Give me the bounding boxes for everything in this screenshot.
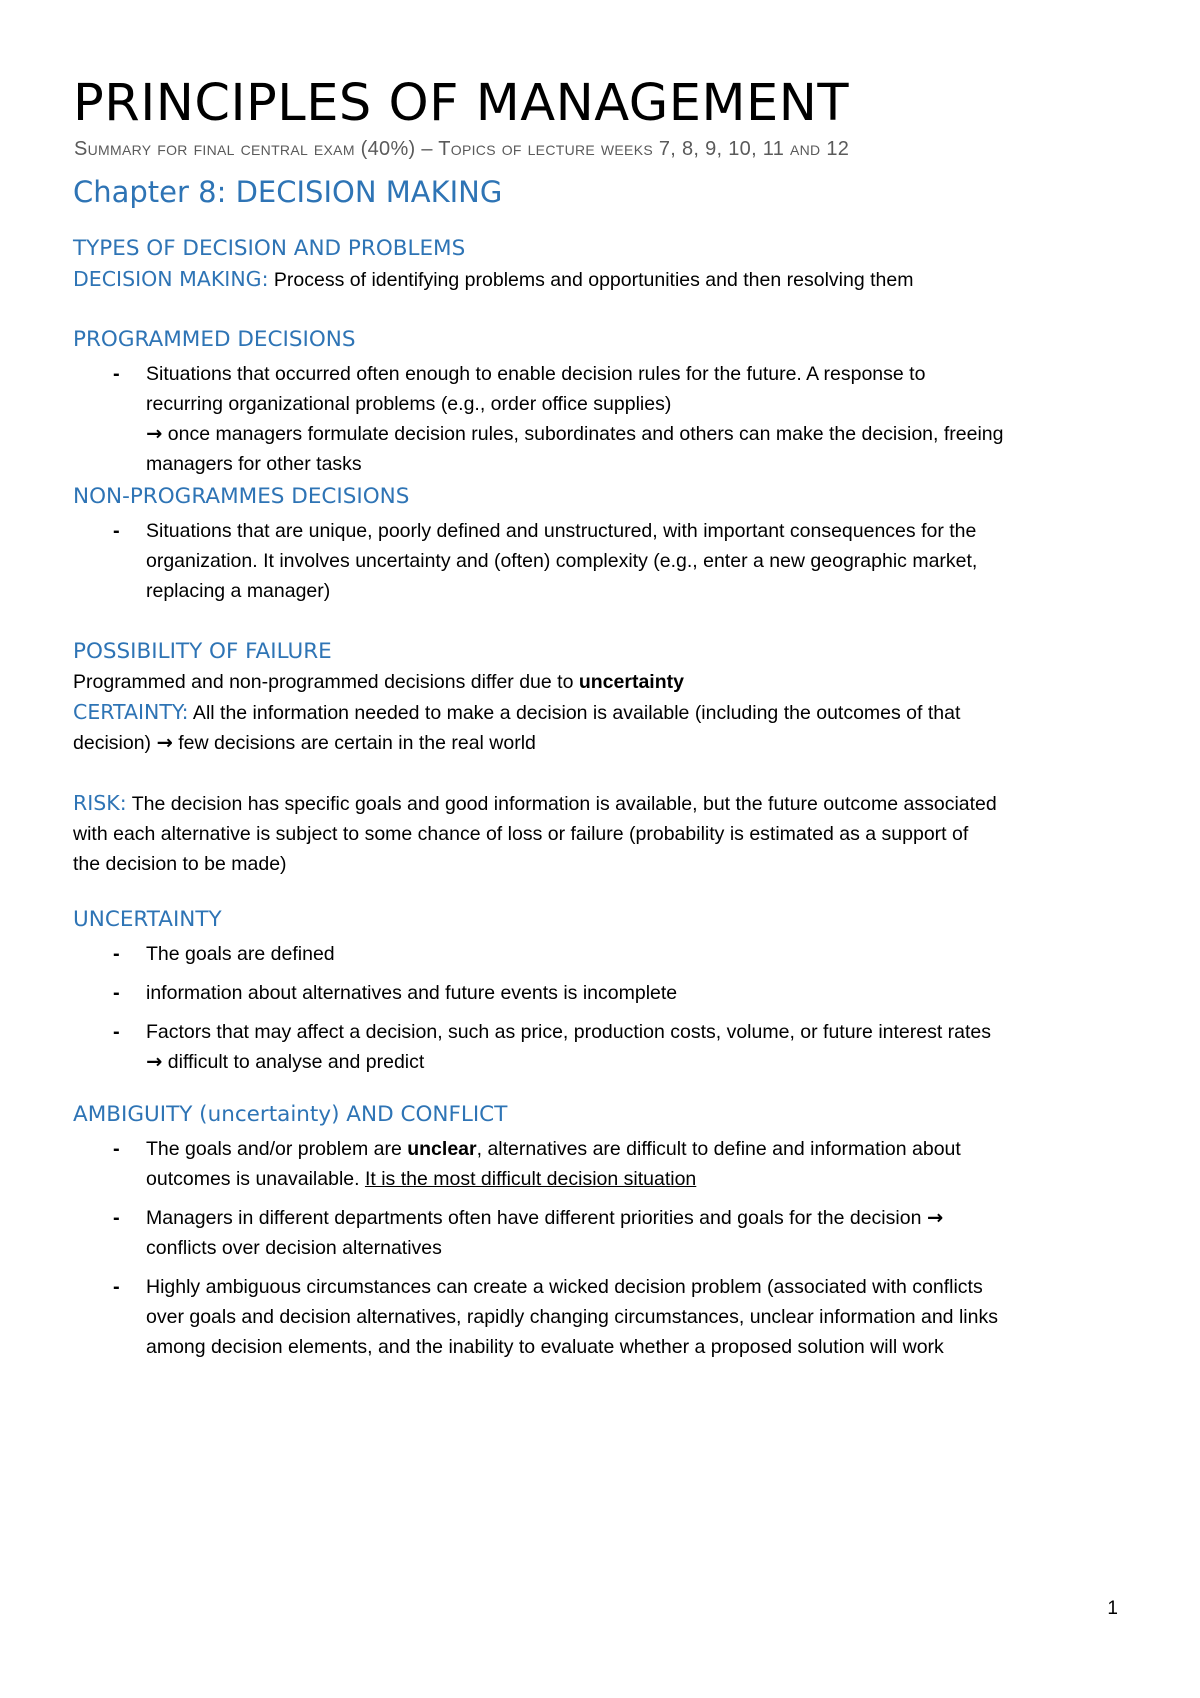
list-item-text: difficult to analyse and predict bbox=[162, 1051, 425, 1073]
list-item-text: Highly ambiguous circumstances can create a wicked decision problem (associated with conflicts bbox=[146, 1276, 983, 1298]
risk-text: the decision to be made) bbox=[73, 853, 287, 875]
certainty-definition bbox=[73, 697, 1100, 728]
decision-making-label: DECISION MAKING: bbox=[73, 267, 269, 291]
list-item-text: replacing a manager) bbox=[146, 580, 331, 602]
list-item-text: over goals and decision alternatives, rapidly changing circumstances, unclear information and links bbox=[146, 1306, 998, 1328]
certainty-text: few decisions are certain in the real world bbox=[172, 732, 536, 754]
list-item-text bbox=[146, 1203, 1100, 1233]
bullet-marker: - bbox=[113, 1138, 120, 1160]
risk-text: The decision has specific goals and good information is available, but the future outcome associated bbox=[126, 793, 997, 815]
section-heading-nonprogrammed: NON-PROGRAMMES DECISIONS bbox=[73, 484, 410, 509]
list-item-text: The goals and/or problem are bbox=[146, 1138, 408, 1160]
list-item bbox=[73, 939, 1100, 969]
ambiguity-list bbox=[73, 1134, 1100, 1362]
list-item-text: Factors that may affect a decision, such as price, production costs, volume, or future interest rates bbox=[146, 1021, 992, 1043]
arrow-right-icon: → bbox=[156, 731, 173, 754]
page-number: 1 bbox=[1107, 1598, 1118, 1619]
list-item-text bbox=[146, 1047, 1100, 1077]
list-item-text: managers for other tasks bbox=[146, 453, 362, 475]
list-item bbox=[73, 516, 1100, 606]
risk-definition bbox=[73, 788, 1100, 819]
list-item-text: among decision elements, and the inability to evaluate whether a proposed solution will work bbox=[146, 1336, 944, 1358]
list-item-text: organization. It involves uncertainty and (often) complexity (e.g., enter a new geographic market, bbox=[146, 550, 978, 572]
bullet-marker: - bbox=[113, 982, 120, 1004]
list-item-bold: unclear bbox=[407, 1138, 477, 1160]
document-title: PRINCIPLES OF MANAGEMENT bbox=[73, 74, 850, 133]
list-item-text: Managers in different departments often have different priorities and goals for the decision bbox=[146, 1207, 927, 1229]
list-item bbox=[73, 1134, 1100, 1194]
chapter-heading: Chapter 8: DECISION MAKING bbox=[73, 175, 503, 209]
section-heading-failure: POSSIBILITY OF FAILURE bbox=[73, 639, 332, 664]
arrow-right-icon: → bbox=[926, 1206, 944, 1229]
nonprogrammed-list bbox=[73, 516, 1100, 606]
list-item-text bbox=[146, 419, 1100, 449]
uncertainty-list bbox=[73, 939, 1100, 1077]
list-item-text: Situations that are unique, poorly defined and unstructured, with important consequences for the bbox=[146, 520, 977, 542]
list-item-text: The goals are defined bbox=[146, 943, 335, 965]
certainty-text: decision) bbox=[73, 732, 157, 754]
certainty-text: All the information needed to make a decision is available (including the outcomes of that bbox=[188, 702, 961, 724]
list-item-text: information about alternatives and future events is incomplete bbox=[146, 982, 678, 1004]
section-heading-types: TYPES OF DECISION AND PROBLEMS bbox=[73, 236, 466, 261]
list-item bbox=[73, 1272, 1100, 1362]
section-heading-programmed: PROGRAMMED DECISIONS bbox=[73, 327, 356, 352]
list-item-text: outcomes is unavailable. bbox=[146, 1168, 365, 1190]
list-item bbox=[73, 1203, 1100, 1263]
bullet-marker: - bbox=[113, 1276, 120, 1298]
arrow-right-icon: → bbox=[146, 422, 163, 445]
list-item-text: conflicts over decision alternatives bbox=[146, 1237, 442, 1259]
list-item-text bbox=[146, 1164, 1100, 1194]
section-heading-ambiguity: AMBIGUITY (uncertainty) AND CONFLICT bbox=[73, 1102, 508, 1127]
bullet-marker: - bbox=[113, 520, 120, 542]
programmed-list bbox=[73, 359, 1100, 479]
arrow-right-icon: → bbox=[146, 1050, 163, 1073]
bullet-marker: - bbox=[113, 363, 120, 385]
failure-intro bbox=[73, 667, 1100, 697]
list-item bbox=[73, 1017, 1100, 1077]
risk-label: RISK: bbox=[73, 791, 127, 815]
list-item-text bbox=[146, 1134, 1100, 1164]
bullet-marker: - bbox=[113, 1207, 120, 1229]
risk-text: with each alternative is subject to some chance of loss or failure (probability is estimated as a support of bbox=[73, 823, 969, 845]
list-item-underline: It is the most difficult decision situation bbox=[364, 1168, 697, 1190]
list-item-text: , alternatives are difficult to define and information about bbox=[476, 1138, 961, 1160]
list-item bbox=[73, 359, 1100, 479]
list-item-text: recurring organizational problems (e.g., order office supplies) bbox=[146, 393, 672, 415]
section-heading-uncertainty: UNCERTAINTY bbox=[73, 907, 222, 932]
bullet-marker: - bbox=[113, 1021, 120, 1043]
decision-making-text: Process of identifying problems and opportunities and then resolving them bbox=[268, 269, 914, 291]
list-item-text: Situations that occurred often enough to enable decision rules for the future. A response to bbox=[146, 363, 926, 385]
failure-intro-text: Programmed and non-programmed decisions differ due to bbox=[73, 671, 579, 693]
document-subtitle: Summary for final central exam (40%) – Topics of lecture weeks 7, 8, 9, 10, 11 and 12 bbox=[74, 138, 850, 160]
certainty-definition-cont bbox=[73, 728, 1100, 758]
list-item bbox=[73, 978, 1100, 1008]
list-item-text: once managers formulate decision rules, subordinates and others can make the decision, freeing bbox=[162, 423, 1004, 445]
decision-making-definition bbox=[73, 264, 1100, 295]
failure-intro-bold: uncertainty bbox=[578, 671, 684, 693]
bullet-marker: - bbox=[113, 943, 120, 965]
certainty-label: CERTAINTY: bbox=[73, 700, 189, 724]
